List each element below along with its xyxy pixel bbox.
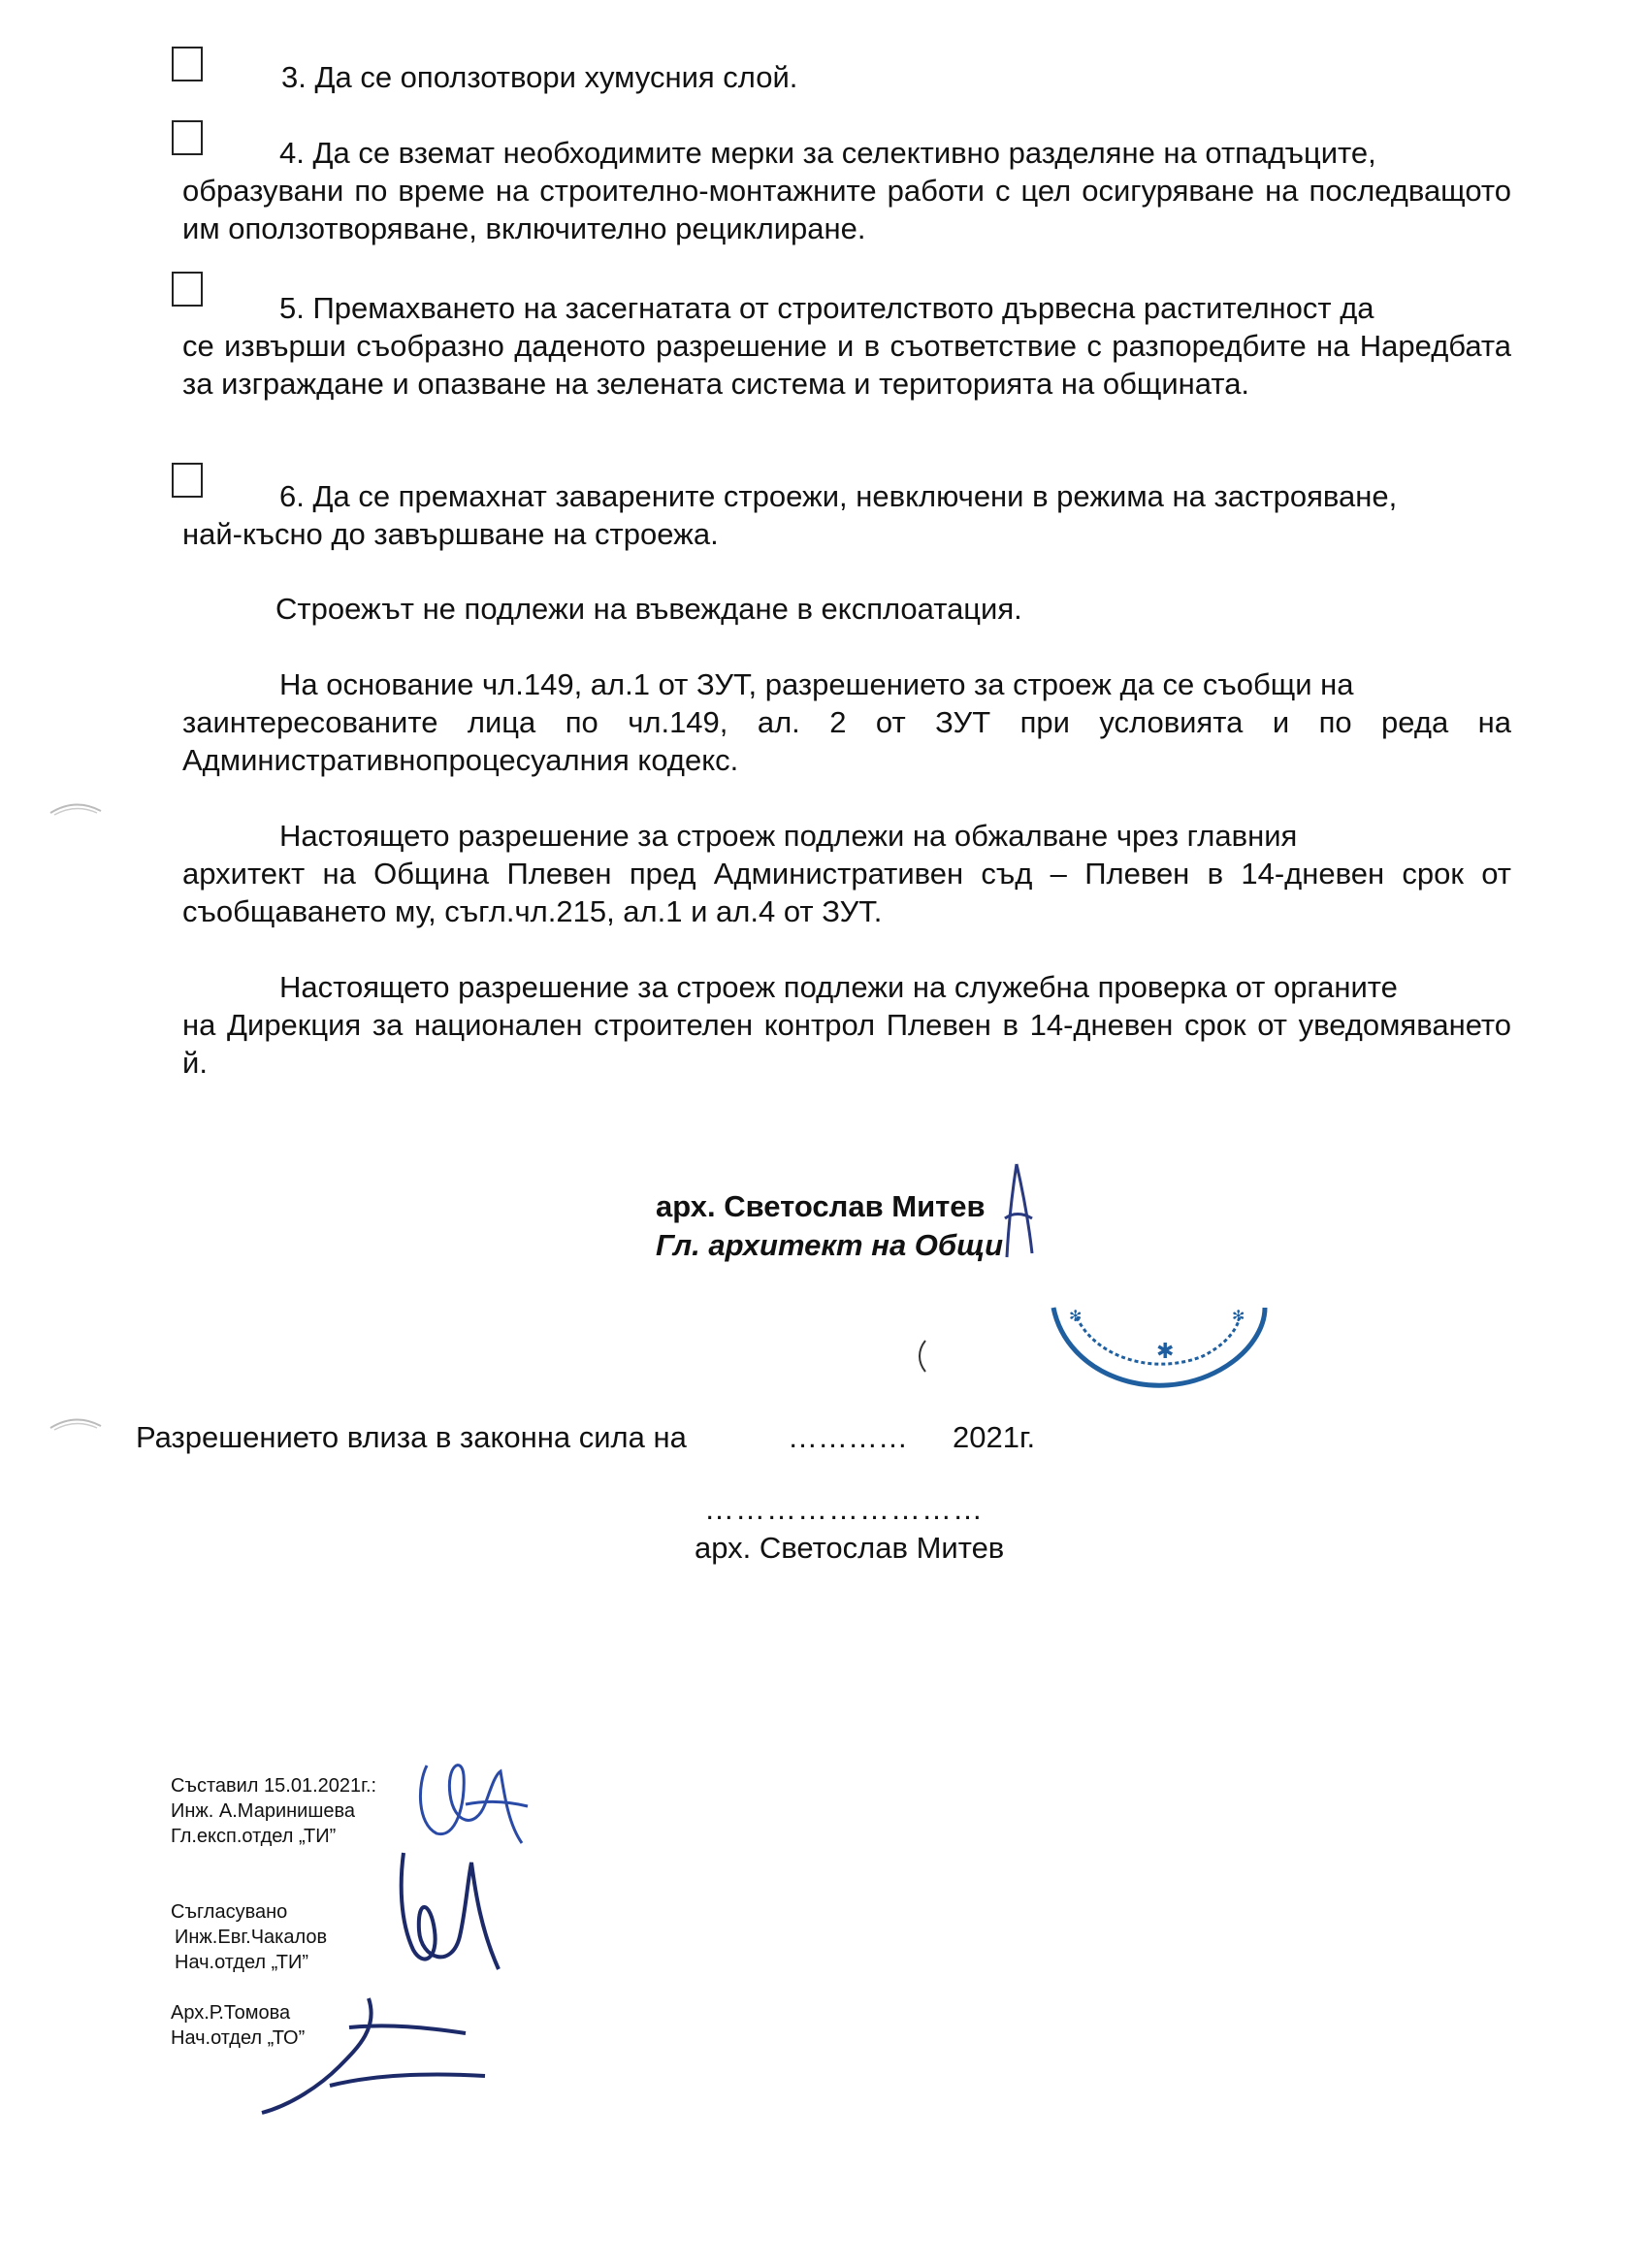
appeal-first-line: Настоящето разрешение за строеж подлежи на обжалване чрез главния xyxy=(279,819,1298,853)
item-4-rest: образувани по време на строително-монтажните работи с цел осигуряване на последващото им оползотворяване, включително рециклиране. xyxy=(182,174,1511,245)
architect-name: арх. Светослав Митев xyxy=(695,1531,1005,1565)
svg-text:✱: ✱ xyxy=(1156,1340,1175,1364)
footer-arch-by: Арх.Р.Томова xyxy=(171,2002,291,2024)
signature-compiled-icon xyxy=(407,1746,534,1853)
item-6-rest: най-късно до завършване на строежа. xyxy=(182,517,719,551)
signature-agreed-icon xyxy=(374,1843,510,1989)
item-3-text: 3. Да се оползотвори хумусния слой. xyxy=(281,60,798,94)
effect-date-placeholder: ………… xyxy=(788,1420,908,1454)
signature-arch-icon xyxy=(252,1989,504,2124)
footer-compiled-by: Инж. А.Маринишева xyxy=(171,1800,356,1822)
official-stamp-icon xyxy=(1048,1261,1271,1397)
footer-compiled: Съставил 15.01.2021г.: xyxy=(171,1775,377,1797)
appeal-paragraph xyxy=(182,817,1511,930)
notify-paragraph xyxy=(182,665,1511,779)
checkbox-item-3[interactable] xyxy=(172,47,203,81)
item-4-paragraph xyxy=(182,134,1511,247)
notify-first-line: На основание чл.149, ал.1 от ЗУТ, разрешението за строеж да се съобщи на xyxy=(279,667,1354,701)
bracket-mark-icon xyxy=(912,1337,931,1376)
handwritten-signature-icon xyxy=(999,1160,1038,1267)
item-5-first-line: 5. Премахването на засегнатата от строителството дървесна растителност да xyxy=(279,291,1374,325)
item-5-paragraph xyxy=(182,289,1511,403)
signatory-title: Гл. архитект на Общи xyxy=(656,1228,1004,1262)
footer-agreed-by: Инж.Евг.Чакалов xyxy=(175,1927,328,1948)
effect-year: 2021г. xyxy=(953,1420,1036,1454)
review-first-line: Настоящето разрешение за строеж подлежи на служебна проверка от органите xyxy=(279,970,1398,1004)
svg-text:✻: ✻ xyxy=(1232,1307,1245,1325)
footer-agreed-role: Нач.отдел „ТИ” xyxy=(175,1952,308,1973)
scan-mark-icon xyxy=(47,795,105,819)
scan-mark-icon xyxy=(47,1410,105,1434)
item-6-first-line: 6. Да се премахнат заварените строежи, невключени в режима на застрояване, xyxy=(279,479,1398,513)
appeal-rest: архитект на Община Плевен пред Административен съд – Плевен в 14-дневен срок от съобщаването му, съгл.чл.215, ал.1 и ал.4 от ЗУТ. xyxy=(182,857,1511,928)
item-5-rest: се извърши съобразно даденото разрешение и в съответствие с разпоредбите на Наредбата за изграждане и опазване на зелената система и територията на общината. xyxy=(182,329,1511,401)
signatory-name: арх. Светослав Митев xyxy=(656,1189,986,1223)
item-4-first-line: 4. Да се вземат необходимите мерки за селективно разделяне на отпадъците, xyxy=(279,136,1376,170)
signature-dots-line: ……………………… xyxy=(704,1492,984,1526)
svg-text:✻: ✻ xyxy=(1069,1307,1083,1325)
effect-label: Разрешението влиза в законна сила на xyxy=(136,1420,687,1454)
notify-rest: заинтересованите лица по чл.149, ал. 2 от ЗУТ при условията и по реда на Административнопроцесуалния кодекс. xyxy=(182,705,1511,777)
review-paragraph xyxy=(182,968,1511,1082)
review-rest: на Дирекция за национален строителен контрол Плевен в 14-дневен срок от уведомяването й. xyxy=(182,1008,1511,1080)
not-subject-paragraph: Строежът не подлежи на въвеждане в експлоатация. xyxy=(275,592,1022,626)
footer-arch-role: Нач.отдел „ТО” xyxy=(171,2027,306,2049)
footer-agreed: Съгласувано xyxy=(171,1901,288,1923)
footer-compiled-role: Гл.експ.отдел „ТИ” xyxy=(171,1826,337,1847)
item-6-paragraph xyxy=(182,477,1511,553)
